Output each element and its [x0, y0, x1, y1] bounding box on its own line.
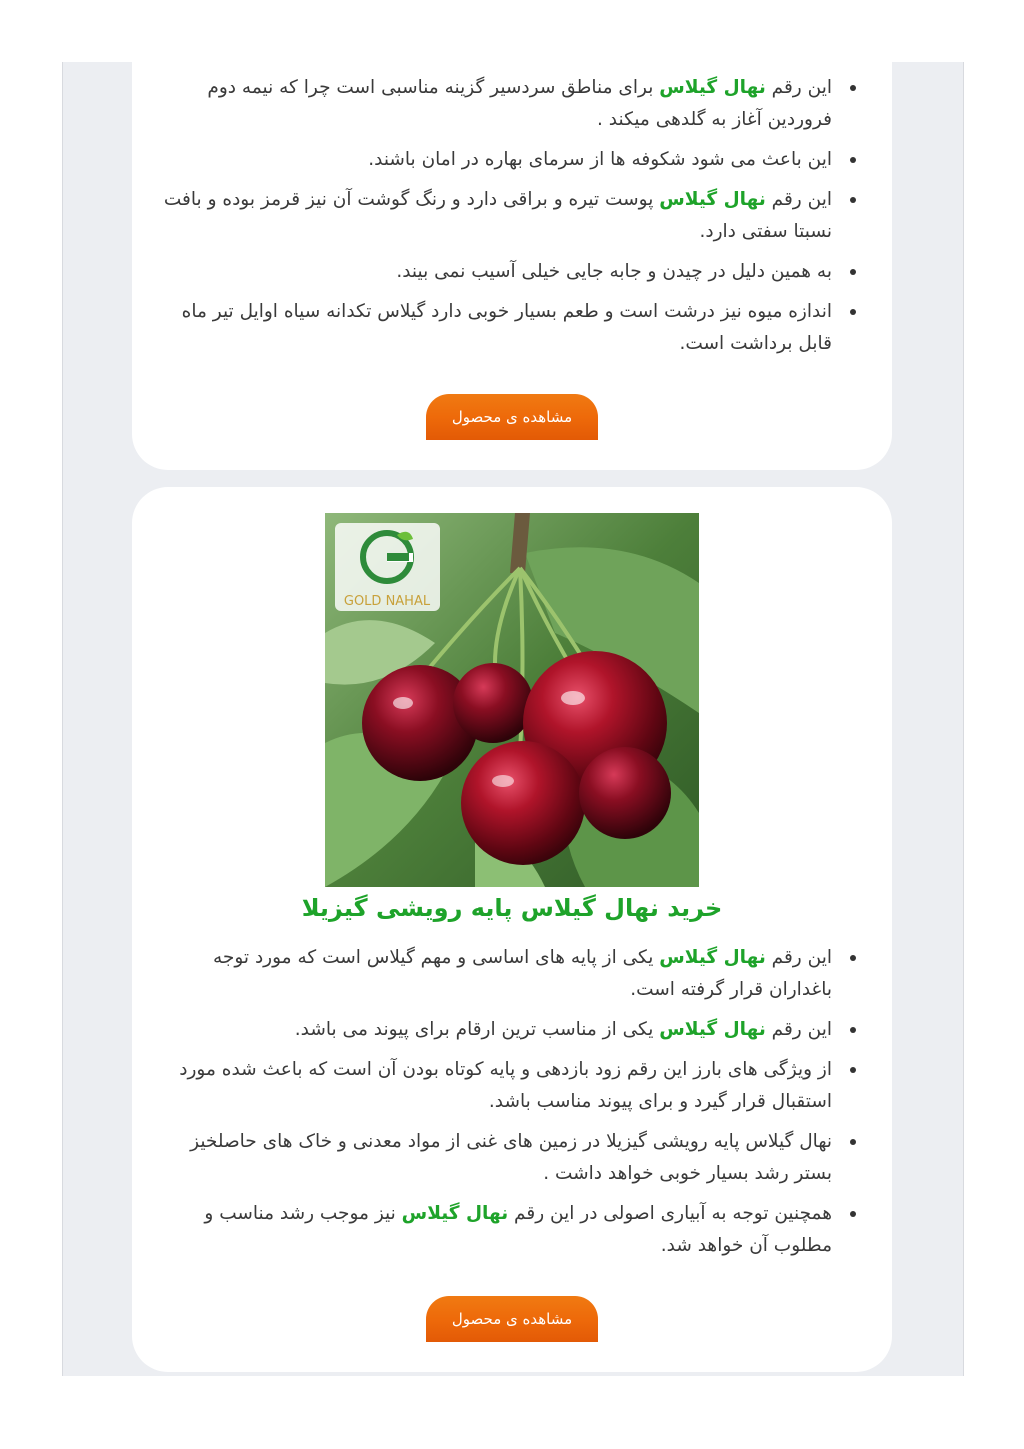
list-item: اندازه میوه نیز درشت است و طعم بسیار خوبی دارد گیلاس تکدانه سیاه اوایل تیر ماه قابل برداشت است.	[150, 296, 862, 360]
highlight-link[interactable]: نهال گیلاس	[659, 1019, 766, 1040]
list-item: همچنین توجه به آبیاری اصولی در این رقم نهال گیلاس نیز موجب رشد مناسب و مطلوب آن خواهد شد.	[150, 1198, 862, 1262]
cherry-photo-illustration	[325, 513, 699, 887]
list-item: این رقم نهال گیلاس پوست تیره و براقی دارد و رنگ گوشت آن نیز قرمز بوده و بافت نسبتا سفتی دارد.	[150, 184, 862, 248]
product-card-1	[132, 30, 892, 470]
list-item: نهال گیلاس پایه رویشی گیزیلا در زمین های غنی از مواد معدنی و خاک های حاصلخیز بستر رشد بسیار خوبی خواهد داشت .	[150, 1126, 862, 1190]
list-item: این رقم نهال گیلاس برای مناطق سردسیر گزینه مناسبی است چرا که نیمه دوم فروردین آغاز به گلدهی میکند .	[150, 72, 862, 136]
product-card-2	[132, 487, 892, 1372]
feature-list	[150, 72, 862, 368]
product-title[interactable]: خرید نهال گیلاس پایه رویشی گیزیلا	[301, 894, 723, 922]
list-item: این رقم نهال گیلاس یکی از مناسب ترین ارقام برای پیوند می باشد.	[150, 1014, 862, 1046]
feature-list	[150, 942, 862, 1270]
highlight-link[interactable]: نهال گیلاس	[659, 947, 766, 968]
view-product-button[interactable]: مشاهده ی محصول	[426, 394, 598, 440]
cherry-product-image[interactable]	[325, 513, 699, 887]
list-item: به همین دلیل در چیدن و جابه جایی خیلی آسیب نمی بیند.	[150, 256, 862, 288]
logo-text: GOLD NAHAL	[343, 594, 431, 609]
list-item: این رقم نهال گیلاس یکی از پایه های اساسی و مهم گیلاس است که مورد توجه باغداران قرار گرفته است.	[150, 942, 862, 1006]
highlight-link[interactable]: نهال گیلاس	[659, 77, 766, 98]
highlight-link[interactable]: نهال گیلاس	[401, 1203, 509, 1224]
list-item: از ویژگی های بارز این رقم زود بازدهی و پایه کوتاه بودن آن است که باعث شده مورد استقبال قرار گیرد و برای پیوند مناسب باشد.	[150, 1054, 862, 1118]
highlight-link[interactable]: نهال گیلاس	[659, 189, 766, 210]
list-item: این باعث می شود شکوفه ها از سرمای بهاره در امان باشند.	[150, 144, 862, 176]
view-product-button[interactable]: مشاهده ی محصول	[426, 1296, 598, 1342]
